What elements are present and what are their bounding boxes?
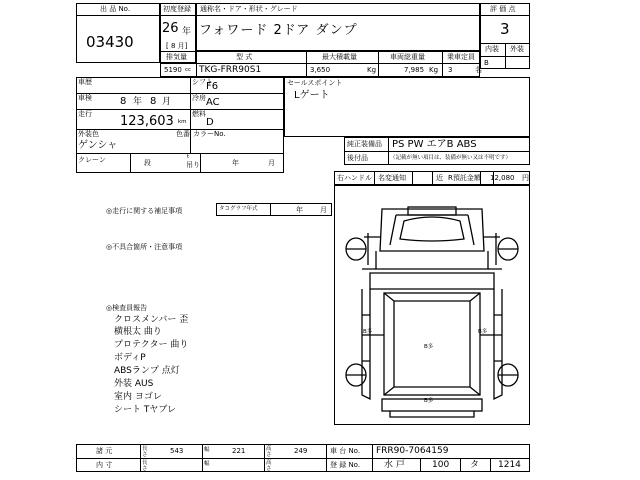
ac-value: AC bbox=[206, 97, 220, 108]
car-name: フォワード 2ドア ダンプ bbox=[199, 23, 358, 38]
damage-mark: B多 bbox=[424, 344, 434, 350]
crane-lift-label: 吊り bbox=[186, 161, 200, 169]
ac-label: 冷房 bbox=[192, 94, 206, 102]
capacity-value: 3 bbox=[448, 66, 453, 74]
lot-label: 出 品 No. bbox=[100, 5, 131, 13]
tachograph-month: 月 bbox=[320, 206, 327, 214]
model-value: TKG-FRR90S1 bbox=[199, 65, 262, 75]
inspector-item: ABSランプ 点灯 bbox=[114, 366, 180, 376]
plate-kana: タ bbox=[470, 460, 480, 470]
sales-point-text: Lゲート bbox=[294, 90, 330, 101]
inspector-item: クロスメンバー 歪 bbox=[114, 315, 189, 325]
aftermarket-label: 後付品 bbox=[347, 154, 368, 162]
mileage-value: 123,603 bbox=[120, 114, 174, 129]
sales-point-label: セールスポイント bbox=[287, 79, 343, 87]
recycle-value: 12,080 bbox=[490, 174, 515, 182]
inspector-title: ◎検査員報告 bbox=[106, 304, 148, 312]
tachograph-label: タコグラフ年式 bbox=[219, 206, 258, 212]
rating-label: 評 価 点 bbox=[490, 5, 516, 13]
crane-t-unit: t bbox=[187, 154, 190, 160]
damage-mark: B多 bbox=[478, 329, 488, 335]
fuel-value: D bbox=[206, 117, 214, 128]
recycle-label: R預託金額 bbox=[448, 174, 481, 182]
first-reg-label: 初度登録 bbox=[163, 5, 191, 13]
recycle-unit: 円 bbox=[522, 174, 529, 182]
shift-label: シフト bbox=[192, 78, 213, 86]
fuel-label: 燃料 bbox=[192, 110, 206, 118]
lot-number: 03430 bbox=[86, 33, 134, 51]
rating-value: 3 bbox=[500, 20, 510, 38]
height-value: 249 bbox=[294, 447, 308, 455]
inspection-month-unit: 月 bbox=[162, 97, 172, 107]
displacement-unit: cc bbox=[185, 67, 192, 73]
mileage-notes-title: ◎走行に関する補足事項 bbox=[106, 207, 183, 215]
load-value: 3,650 bbox=[310, 66, 331, 74]
color-label: 外装色 bbox=[78, 130, 99, 138]
damage-mark: B多 bbox=[424, 398, 434, 404]
displacement-label: 排気量 bbox=[166, 53, 187, 61]
crane-year: 年 bbox=[232, 159, 239, 167]
damage-mark: B多 bbox=[363, 329, 373, 335]
crane-stage: 段 bbox=[144, 159, 151, 167]
mileage-label: 走行 bbox=[78, 110, 92, 118]
defects-title: ◎不具合箇所・注意事項 bbox=[106, 243, 183, 251]
interior-length-label: 長さ bbox=[142, 460, 148, 472]
weight-unit: Kg bbox=[429, 66, 439, 74]
interior-width-label: 幅 bbox=[204, 461, 210, 467]
inspection-label: 車検 bbox=[78, 94, 92, 102]
inspector-item: ボディP bbox=[114, 353, 146, 363]
load-unit: Kg bbox=[367, 66, 377, 74]
length-label: 長さ bbox=[142, 446, 148, 458]
inspection-year: 8 bbox=[120, 96, 127, 107]
truck-diagram bbox=[334, 185, 530, 425]
load-label: 最大積載量 bbox=[322, 53, 357, 61]
capacity-label: 乗車定員 bbox=[447, 53, 475, 61]
interior-grade: B bbox=[484, 59, 489, 67]
width-label: 幅 bbox=[204, 447, 210, 453]
first-reg-month: [ 8 月] bbox=[166, 42, 188, 50]
crane-month: 月 bbox=[268, 159, 275, 167]
first-reg-year-unit: 年 bbox=[182, 27, 192, 37]
genuine-value: PS PW エアB ABS bbox=[392, 139, 477, 150]
height-label: 高さ bbox=[266, 446, 272, 458]
inspector-item: 横根太 曲り bbox=[114, 327, 162, 337]
color-value: ゲンシャ bbox=[78, 140, 118, 151]
model-label: 型 式 bbox=[236, 53, 253, 61]
first-reg-year: 26 bbox=[162, 21, 179, 36]
plate-class: 100 bbox=[432, 460, 450, 470]
plate-number: 1214 bbox=[498, 460, 521, 470]
length-value: 543 bbox=[170, 447, 184, 455]
weight-label: 車両総重量 bbox=[390, 53, 425, 61]
exterior-grade-label: 外装 bbox=[510, 45, 524, 53]
inspector-item: シート Tヤブレ bbox=[114, 405, 176, 415]
plate-area: 水 戸 bbox=[384, 460, 405, 470]
car-name-label: 通称名・ドア・形状・グレード bbox=[200, 5, 298, 13]
weight-value: 7,985 bbox=[404, 66, 425, 74]
aftermarket-note: （記載が無い項目は、装備が無い又は不明です） bbox=[390, 155, 512, 161]
doc-notice-label: 名変通知 bbox=[378, 174, 406, 182]
shift-value: F6 bbox=[206, 81, 219, 92]
interior-grade-label: 内装 bbox=[485, 45, 499, 53]
crane-label: クレーン bbox=[78, 156, 106, 164]
inspector-item: 室内 ヨゴレ bbox=[114, 392, 162, 402]
chassis-value: FRR90-7064159 bbox=[376, 446, 449, 456]
plate-label: 登 録 No. bbox=[330, 461, 361, 469]
inspection-month: 8 bbox=[150, 96, 157, 107]
route-label: 近 bbox=[436, 174, 443, 182]
inspection-year-unit: 年 bbox=[133, 97, 143, 107]
tachograph-year: 年 bbox=[296, 206, 303, 214]
interior-dims-label: 内 寸 bbox=[96, 461, 113, 469]
steering-flag: 右ハンドル bbox=[337, 174, 372, 182]
capacity-unit: 名 bbox=[475, 66, 482, 74]
dims-label: 諸 元 bbox=[96, 447, 113, 455]
width-value: 221 bbox=[232, 447, 246, 455]
inspector-item: プロテクター 曲り bbox=[114, 340, 189, 350]
interior-height-label: 高さ bbox=[266, 460, 272, 472]
displacement-value: 5190 bbox=[164, 66, 182, 74]
color-no-value: カラーNo. bbox=[193, 130, 226, 138]
inspector-item: 外装 AUS bbox=[114, 379, 154, 389]
mileage-unit: km bbox=[178, 119, 187, 125]
history-label: 車歴 bbox=[78, 78, 92, 86]
color-no-label: 色番 bbox=[176, 130, 190, 138]
chassis-label: 車 台 No. bbox=[330, 447, 361, 455]
genuine-label: 純正装備品 bbox=[347, 140, 382, 148]
